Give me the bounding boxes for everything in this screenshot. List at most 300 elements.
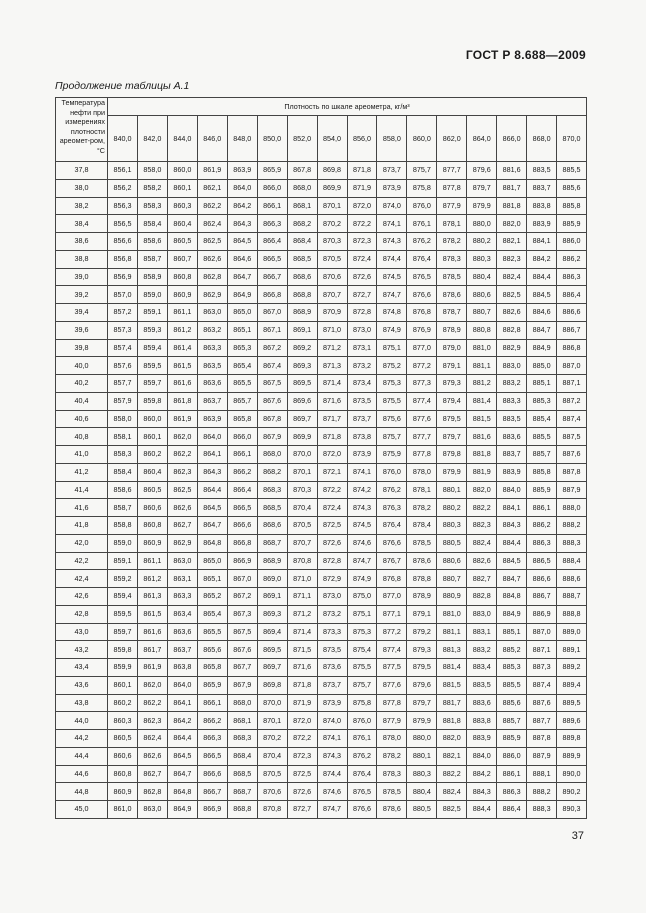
density-cell: 876,6 [347, 801, 377, 819]
density-cell: 887,1 [527, 641, 557, 659]
density-cell: 884,2 [527, 250, 557, 268]
density-cell: 883,9 [497, 463, 527, 481]
density-cell: 886,7 [527, 588, 557, 606]
density-cell: 878,2 [437, 233, 467, 251]
temperature-cell: 38,6 [56, 233, 108, 251]
density-cell: 882,0 [497, 215, 527, 233]
density-cell: 870,8 [257, 801, 287, 819]
density-cell: 868,1 [287, 197, 317, 215]
density-cell: 881,1 [437, 623, 467, 641]
temperature-cell: 44,0 [56, 712, 108, 730]
density-cell: 887,5 [557, 428, 587, 446]
density-cell: 862,3 [137, 712, 167, 730]
density-cell: 878,0 [407, 463, 437, 481]
table-row [56, 570, 587, 588]
density-cell: 864,0 [227, 179, 257, 197]
density-cell: 880,7 [467, 304, 497, 322]
density-cell: 862,1 [197, 179, 227, 197]
density-cell: 864,3 [227, 215, 257, 233]
density-cell: 886,1 [497, 765, 527, 783]
density-cell: 872,8 [317, 552, 347, 570]
density-cell: 859,3 [137, 321, 167, 339]
column-header: 870,0 [557, 116, 587, 162]
density-cell: 883,4 [467, 659, 497, 677]
density-cell: 885,6 [497, 694, 527, 712]
density-cell: 883,2 [497, 375, 527, 393]
density-cell: 872,8 [347, 304, 377, 322]
column-header: 868,0 [527, 116, 557, 162]
table-row [56, 233, 587, 251]
density-cell: 864,5 [227, 233, 257, 251]
density-cell: 872,2 [317, 481, 347, 499]
density-cell: 868,0 [227, 694, 257, 712]
density-cell: 864,0 [197, 428, 227, 446]
density-cell: 873,7 [377, 162, 407, 180]
density-cell: 882,4 [467, 534, 497, 552]
density-cell: 869,4 [257, 623, 287, 641]
density-cell: 871,6 [317, 392, 347, 410]
table-row [56, 463, 587, 481]
density-cell: 878,8 [407, 570, 437, 588]
temperature-cell: 40,0 [56, 357, 108, 375]
density-cell: 873,0 [347, 321, 377, 339]
density-cell: 860,1 [108, 676, 138, 694]
density-cell: 860,7 [167, 250, 197, 268]
density-cell: 861,2 [167, 321, 197, 339]
density-cell: 868,9 [257, 552, 287, 570]
density-cell: 884,4 [527, 268, 557, 286]
density-cell: 872,1 [317, 463, 347, 481]
density-cell: 860,0 [167, 162, 197, 180]
density-cell: 871,8 [347, 162, 377, 180]
density-cell: 874,6 [317, 783, 347, 801]
density-cell: 880,5 [407, 801, 437, 819]
density-cell: 874,2 [347, 481, 377, 499]
density-cell: 866,8 [257, 286, 287, 304]
density-cell: 868,3 [257, 481, 287, 499]
density-cell: 862,8 [197, 268, 227, 286]
density-cell: 872,2 [287, 730, 317, 748]
density-cell: 878,2 [377, 747, 407, 765]
density-cell: 867,6 [227, 641, 257, 659]
density-cell: 876,0 [407, 197, 437, 215]
density-cell: 862,7 [167, 517, 197, 535]
density-cell: 879,6 [467, 162, 497, 180]
density-cell: 880,0 [467, 215, 497, 233]
density-cell: 870,8 [287, 552, 317, 570]
table-row [56, 552, 587, 570]
density-cell: 877,3 [407, 375, 437, 393]
density-cell: 865,5 [197, 623, 227, 641]
density-cell: 870,3 [287, 481, 317, 499]
density-cell: 876,8 [407, 304, 437, 322]
density-cell: 866,9 [197, 801, 227, 819]
density-cell: 885,5 [557, 162, 587, 180]
density-cell: 886,4 [557, 286, 587, 304]
density-cell: 872,4 [347, 250, 377, 268]
table-row [56, 783, 587, 801]
density-cell: 883,6 [467, 694, 497, 712]
density-cell: 874,7 [377, 286, 407, 304]
density-cell: 880,4 [467, 268, 497, 286]
density-cell: 862,6 [137, 747, 167, 765]
density-cell: 859,1 [137, 304, 167, 322]
density-cell: 887,1 [557, 375, 587, 393]
density-cell: 866,7 [197, 783, 227, 801]
density-cell: 861,1 [137, 552, 167, 570]
density-cell: 888,7 [557, 588, 587, 606]
density-cell: 864,5 [167, 747, 197, 765]
density-cell: 870,0 [257, 694, 287, 712]
density-cell: 860,6 [137, 499, 167, 517]
density-cell: 873,4 [347, 375, 377, 393]
density-cell: 856,5 [108, 215, 138, 233]
density-cell: 862,0 [137, 676, 167, 694]
density-cell: 863,6 [167, 623, 197, 641]
table-body [56, 162, 587, 819]
density-cell: 877,6 [377, 676, 407, 694]
density-cell: 869,9 [287, 428, 317, 446]
density-cell: 878,0 [377, 730, 407, 748]
density-cell: 871,4 [317, 375, 347, 393]
density-cell: 868,5 [257, 499, 287, 517]
density-cell: 884,5 [527, 286, 557, 304]
density-cell: 863,3 [167, 588, 197, 606]
density-cell: 871,9 [347, 179, 377, 197]
density-cell: 861,2 [137, 570, 167, 588]
density-cell: 872,2 [347, 215, 377, 233]
density-cell: 865,1 [197, 570, 227, 588]
density-cell: 873,9 [377, 179, 407, 197]
density-cell: 871,8 [317, 428, 347, 446]
table-row [56, 215, 587, 233]
density-cell: 881,5 [467, 410, 497, 428]
density-cell: 877,4 [377, 641, 407, 659]
density-cell: 876,1 [347, 730, 377, 748]
temperature-cell: 38,0 [56, 179, 108, 197]
table-row [56, 588, 587, 606]
density-cell: 867,9 [257, 428, 287, 446]
density-cell: 859,7 [137, 375, 167, 393]
density-cell: 883,5 [497, 410, 527, 428]
temperature-cell: 44,2 [56, 730, 108, 748]
density-cell: 866,3 [197, 730, 227, 748]
table-row [56, 162, 587, 180]
temperature-cell: 43,2 [56, 641, 108, 659]
density-cell: 880,3 [437, 517, 467, 535]
density-cell: 875,5 [347, 659, 377, 677]
density-cell: 864,2 [167, 712, 197, 730]
density-cell: 885,7 [497, 712, 527, 730]
density-cell: 860,9 [137, 534, 167, 552]
density-cell: 860,1 [167, 179, 197, 197]
density-cell: 881,6 [467, 428, 497, 446]
density-cell: 858,3 [137, 197, 167, 215]
density-cell: 869,5 [287, 375, 317, 393]
temperature-cell: 41,2 [56, 463, 108, 481]
density-cell: 860,3 [167, 197, 197, 215]
density-cell: 879,3 [437, 375, 467, 393]
density-cell: 870,2 [257, 730, 287, 748]
table-row [56, 694, 587, 712]
density-cell: 867,7 [227, 659, 257, 677]
density-cell: 875,5 [377, 392, 407, 410]
density-cell: 882,9 [497, 339, 527, 357]
temperature-cell: 39,4 [56, 304, 108, 322]
density-cell: 873,8 [347, 428, 377, 446]
density-cell: 866,7 [257, 268, 287, 286]
density-cell: 860,6 [108, 747, 138, 765]
density-cell: 885,8 [557, 197, 587, 215]
density-cell: 864,7 [197, 517, 227, 535]
density-cell: 860,4 [137, 463, 167, 481]
density-cell: 862,5 [167, 481, 197, 499]
density-cell: 881,7 [497, 179, 527, 197]
density-cell: 878,7 [437, 304, 467, 322]
column-header: 860,0 [407, 116, 437, 162]
density-cell: 879,9 [407, 712, 437, 730]
density-cell: 859,9 [108, 659, 138, 677]
density-cell: 871,7 [317, 410, 347, 428]
density-cell: 869,5 [257, 641, 287, 659]
density-cell: 860,5 [167, 233, 197, 251]
density-cell: 875,9 [377, 446, 407, 464]
density-cell: 886,6 [557, 304, 587, 322]
density-cell: 868,7 [227, 783, 257, 801]
density-cell: 873,0 [317, 588, 347, 606]
column-header: 858,0 [377, 116, 407, 162]
density-cell: 869,0 [257, 570, 287, 588]
density-cell: 880,3 [467, 250, 497, 268]
table-row [56, 304, 587, 322]
table-row [56, 321, 587, 339]
density-cell: 877,8 [407, 446, 437, 464]
density-cell: 864,2 [227, 197, 257, 215]
temperature-cell: 43,0 [56, 623, 108, 641]
density-cell: 882,0 [467, 481, 497, 499]
column-header: 862,0 [437, 116, 467, 162]
density-cell: 874,8 [377, 304, 407, 322]
density-cell: 885,3 [527, 392, 557, 410]
density-cell: 884,4 [467, 801, 497, 819]
density-cell: 884,1 [527, 233, 557, 251]
density-cell: 872,0 [317, 446, 347, 464]
density-cell: 881,8 [467, 446, 497, 464]
density-cell: 884,0 [497, 481, 527, 499]
density-cell: 858,0 [137, 162, 167, 180]
density-cell: 884,1 [497, 499, 527, 517]
density-cell: 864,1 [167, 694, 197, 712]
density-cell: 873,2 [317, 605, 347, 623]
density-cell: 862,0 [167, 428, 197, 446]
density-cell: 856,6 [108, 233, 138, 251]
density-cell: 859,5 [108, 605, 138, 623]
density-cell: 872,3 [287, 747, 317, 765]
density-cell: 858,0 [108, 410, 138, 428]
density-cell: 886,2 [557, 250, 587, 268]
page-number: 37 [571, 830, 584, 842]
density-cell: 882,6 [467, 552, 497, 570]
density-cell: 883,6 [497, 428, 527, 446]
density-cell: 883,5 [527, 162, 557, 180]
density-cell: 865,0 [197, 552, 227, 570]
density-cell: 878,1 [437, 215, 467, 233]
temperature-cell: 39,8 [56, 339, 108, 357]
density-cell: 863,4 [167, 605, 197, 623]
temperature-cell: 40,4 [56, 392, 108, 410]
density-cell: 872,4 [317, 499, 347, 517]
density-cell: 887,4 [557, 410, 587, 428]
density-cell: 862,7 [137, 765, 167, 783]
density-cell: 868,3 [227, 730, 257, 748]
temperature-cell: 41,6 [56, 499, 108, 517]
density-cell: 865,1 [227, 321, 257, 339]
density-cell: 870,9 [317, 304, 347, 322]
density-cell: 881,0 [437, 605, 467, 623]
density-cell: 871,9 [287, 694, 317, 712]
density-cell: 868,4 [227, 747, 257, 765]
density-cell: 882,5 [437, 801, 467, 819]
density-cell: 886,5 [527, 552, 557, 570]
density-cell: 858,7 [108, 499, 138, 517]
density-cell: 861,9 [197, 162, 227, 180]
density-cell: 881,7 [437, 694, 467, 712]
density-cell: 878,3 [437, 250, 467, 268]
density-cell: 864,4 [167, 730, 197, 748]
temperature-cell: 42,2 [56, 552, 108, 570]
density-cell: 860,8 [108, 765, 138, 783]
density-cell: 861,7 [137, 641, 167, 659]
density-cell: 866,4 [257, 233, 287, 251]
density-cell: 873,7 [347, 410, 377, 428]
density-cell: 857,2 [108, 304, 138, 322]
density-cell: 876,7 [377, 552, 407, 570]
density-cell: 882,5 [497, 286, 527, 304]
density-cell: 868,0 [287, 179, 317, 197]
density-cell: 885,3 [497, 659, 527, 677]
density-cell: 876,5 [347, 783, 377, 801]
density-cell: 878,9 [437, 321, 467, 339]
density-cell: 868,5 [227, 765, 257, 783]
density-cell: 884,4 [497, 534, 527, 552]
density-cell: 862,2 [197, 197, 227, 215]
density-cell: 859,2 [108, 570, 138, 588]
density-cell: 861,5 [167, 357, 197, 375]
density-cell: 870,4 [287, 499, 317, 517]
table-row [56, 747, 587, 765]
density-cell: 874,6 [347, 534, 377, 552]
density-cell: 885,7 [527, 446, 557, 464]
density-cell: 882,2 [437, 765, 467, 783]
density-cell: 863,2 [197, 321, 227, 339]
density-cell: 877,1 [377, 605, 407, 623]
density-cell: 860,0 [137, 410, 167, 428]
density-cell: 858,2 [137, 179, 167, 197]
density-cell: 889,6 [557, 712, 587, 730]
density-cell: 861,3 [137, 588, 167, 606]
density-cell: 863,0 [197, 304, 227, 322]
density-cell: 874,1 [347, 463, 377, 481]
density-cell: 885,0 [527, 357, 557, 375]
density-cell: 885,5 [527, 428, 557, 446]
density-cell: 877,8 [377, 694, 407, 712]
density-cell: 862,9 [197, 286, 227, 304]
density-cell: 860,8 [167, 268, 197, 286]
density-cell: 869,7 [287, 410, 317, 428]
density-cell: 866,5 [197, 747, 227, 765]
density-cell: 870,3 [317, 233, 347, 251]
density-cell: 882,7 [467, 570, 497, 588]
density-cell: 884,3 [497, 517, 527, 535]
density-cell: 869,8 [317, 162, 347, 180]
temperature-cell: 41,4 [56, 481, 108, 499]
density-cell: 866,0 [257, 179, 287, 197]
density-cell: 881,0 [467, 339, 497, 357]
density-cell: 889,5 [557, 694, 587, 712]
density-cell: 876,4 [407, 250, 437, 268]
density-cell: 861,5 [137, 605, 167, 623]
temperature-cell: 42,6 [56, 588, 108, 606]
density-cell: 882,8 [467, 588, 497, 606]
density-cell: 879,2 [407, 623, 437, 641]
density-cell: 888,8 [557, 605, 587, 623]
density-cell: 880,1 [437, 481, 467, 499]
density-cell: 883,0 [467, 605, 497, 623]
density-cell: 871,0 [317, 321, 347, 339]
density-cell: 885,9 [557, 215, 587, 233]
density-cell: 886,8 [557, 339, 587, 357]
density-cell: 884,2 [467, 765, 497, 783]
density-cell: 880,6 [437, 552, 467, 570]
density-cell: 857,9 [108, 392, 138, 410]
density-cell: 889,4 [557, 676, 587, 694]
table-row [56, 197, 587, 215]
density-cell: 879,4 [437, 392, 467, 410]
column-header: 856,0 [347, 116, 377, 162]
density-cell: 878,2 [407, 499, 437, 517]
density-cell: 878,6 [407, 552, 437, 570]
table-row [56, 765, 587, 783]
density-cell: 874,3 [317, 747, 347, 765]
density-cell: 871,0 [287, 570, 317, 588]
temperature-cell: 43,4 [56, 659, 108, 677]
density-cell: 866,9 [227, 552, 257, 570]
table-row [56, 250, 587, 268]
density-cell: 864,7 [167, 765, 197, 783]
density-cell: 870,1 [287, 463, 317, 481]
density-cell: 872,5 [317, 517, 347, 535]
density-cell: 872,3 [347, 233, 377, 251]
density-cell: 883,2 [467, 641, 497, 659]
density-cell: 862,5 [197, 233, 227, 251]
density-cell: 866,1 [197, 694, 227, 712]
density-cell: 867,0 [227, 570, 257, 588]
density-cell: 877,2 [407, 357, 437, 375]
density-cell: 874,4 [377, 250, 407, 268]
density-cell: 888,4 [557, 552, 587, 570]
density-cell: 875,0 [347, 588, 377, 606]
density-cell: 875,7 [347, 676, 377, 694]
density-cell: 869,9 [317, 179, 347, 197]
density-cell: 862,8 [137, 783, 167, 801]
density-cell: 860,8 [137, 517, 167, 535]
density-cell: 862,3 [167, 463, 197, 481]
density-cell: 864,1 [197, 446, 227, 464]
density-cell: 863,3 [197, 339, 227, 357]
density-cell: 887,8 [527, 730, 557, 748]
density-cell: 859,5 [137, 357, 167, 375]
density-cell: 873,5 [317, 641, 347, 659]
